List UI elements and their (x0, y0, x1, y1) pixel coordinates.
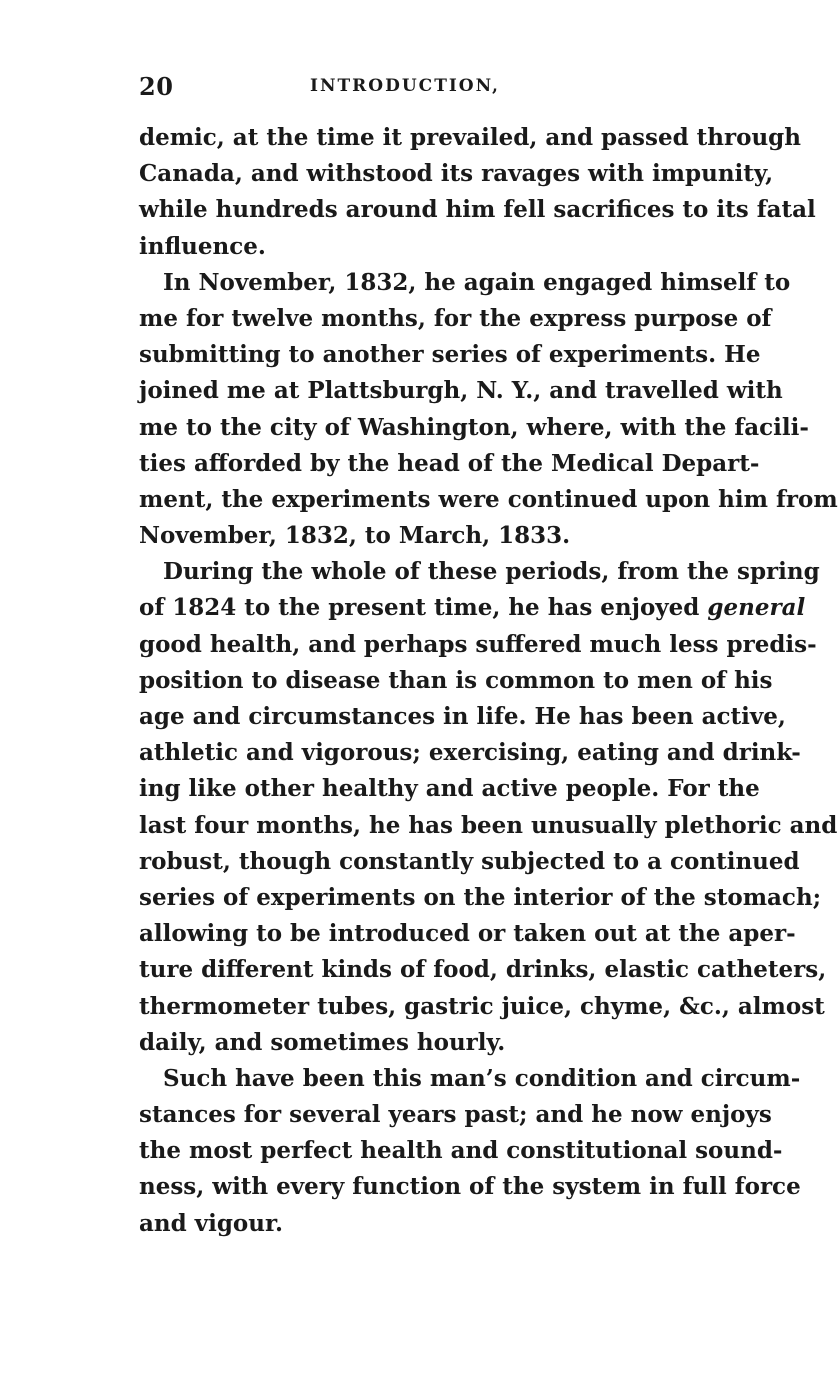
body-text (139, 120, 838, 1242)
text-line: age and circumstances in life. He has been active, (139, 703, 786, 730)
text-line: ness, with every function of the system in full force (139, 1173, 801, 1201)
text-line: the most perfect health and constitutional sound- (139, 1137, 783, 1165)
text-line: athletic and vigorous; exercising, eating and drink- (139, 739, 801, 767)
page-number: 20 (139, 72, 174, 101)
text-line: last four months, he has been unusually plethoric and (139, 811, 838, 839)
text-line: position to disease than is common to men of his (139, 666, 773, 694)
text-line: In November, 1832, he again engaged himself to (163, 268, 791, 296)
text-line: During the whole of these periods, from the spring (163, 558, 820, 586)
text-line: November, 1832, to March, 1833. (139, 522, 571, 550)
text-line: daily, and sometimes hourly. (139, 1028, 506, 1056)
emphasized-word: general (707, 594, 806, 622)
text-line: influence. (139, 232, 266, 260)
text-line: Canada, and withstood its ravages with impunity, (139, 160, 774, 188)
text-line: demic, at the time it prevailed, and passed through (139, 124, 801, 151)
text-line: stances for several years past; and he now enjoys (139, 1101, 772, 1129)
text-line: Such have been this man’s condition and circum- (163, 1064, 801, 1092)
text-line: joined me at Plattsburgh, N. Y., and travelled with (139, 377, 783, 405)
text-line: me to the city of Washington, where, with the facili- (139, 413, 809, 441)
text-line: good health, and perhaps suffered much less predis- (139, 630, 817, 658)
text-line: series of experiments on the interior of the stomach; (139, 883, 822, 911)
text-line: while hundreds around him fell sacrifices to its fatal (139, 196, 816, 224)
text-line: ing like other healthy and active people. For the (139, 775, 760, 803)
text-line: allowing to be introduced or taken out at the aper- (139, 920, 796, 948)
text-line (139, 590, 806, 626)
text-line: robust, though constantly subjected to a continued (139, 847, 800, 875)
text-line-segment: of 1824 to the present time, he has enjoyed (139, 594, 708, 622)
text-line: ment, the experiments were continued upon him from (139, 485, 838, 513)
text-line: ture different kinds of food, drinks, elastic catheters, (139, 956, 827, 984)
text-line: ties afforded by the head of the Medical Depart- (139, 449, 760, 477)
text-line: and vigour. (139, 1209, 283, 1237)
running-head (139, 72, 671, 104)
running-title: INTRODUCTION, (310, 76, 500, 96)
text-line: me for twelve months, for the express purpose of (139, 304, 772, 332)
text-line: submitting to another series of experiments. He (139, 341, 761, 369)
text-line: thermometer tubes, gastric juice, chyme, &c., almost (139, 992, 825, 1020)
